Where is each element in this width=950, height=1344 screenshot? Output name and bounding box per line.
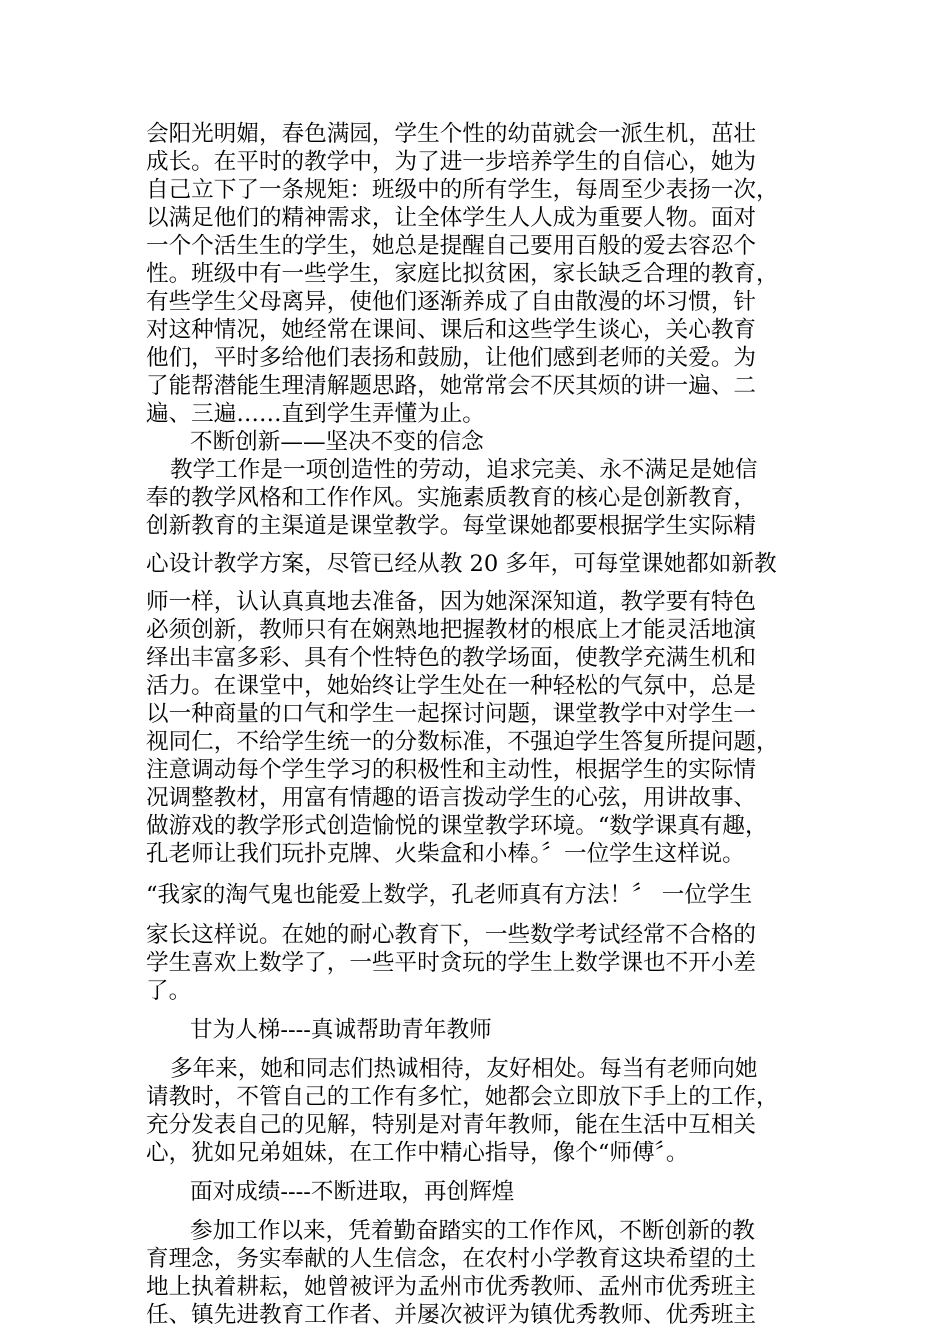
text-line: 育理念，务实奉献的人生信念，在农村小学教育这块希望的土 [146,1246,757,1272]
text-line: 绎出丰富多彩、具有个性特色的教学场面，使教学充满生机和 [146,645,757,671]
section-heading: 面对成绩----不断进取，再创辉煌 [190,1179,515,1205]
text-line: 必须创新，教师只有在娴熟地把握教材的根底上才能灵活地演 [146,617,757,643]
text-line: 地上执着耕耘，她曾被评为孟州市优秀教师、孟州市优秀班主 [146,1274,757,1300]
text-line: “我家的淘气鬼也能爱上数学，孔老师真有方法！〞 一位学生 [146,882,753,908]
text-line: 性。班级中有一些学生，家庭比拟贫困，家长缺乏合理的教育， [146,261,779,287]
text-line: 了。 [146,978,192,1004]
text-line: 对这种情况，她经常在课间、课后和这些学生谈心，关心教育 [146,317,757,343]
section-heading: 甘为人梯----真诚帮助青年教师 [190,1017,492,1043]
text-line: 创新教育的主渠道是课堂教学。每堂课她都要根据学生实际精 [146,513,757,539]
text-line: 任、镇先进教育工作者、并屡次被评为镇优秀教师、优秀班主 [146,1302,757,1328]
text-line: 以一种商量的口气和学生一起探讨问题，课堂教学中对学生一 [146,701,757,727]
text-line: 成长。在平时的教学中，为了进一步培养学生的自信心，她为 [146,149,757,175]
text-line: 以满足他们的精神需求，让全体学生人人成为重要人物。面对 [146,205,757,231]
text-line: 自己立下了一条规矩：班级中的所有学生，每周至少表扬一次， [146,177,779,203]
text-line: 一个个活生生的学生，她总是提醒自己要用百般的爱去容忍个 [146,233,757,259]
text-line: 视同仁，不给学生统一的分数标准，不强迫学生答复所提问题， [146,729,779,755]
text-line: 请教时，不管自己的工作有多忙，她都会立即放下手上的工作， [146,1084,779,1110]
section-heading: 不断创新——坚决不变的信念 [190,429,484,455]
text-line: 师一样，认认真真地去准备，因为她深深知道，教学要有特色 [146,589,757,615]
text-line: 参加工作以来，凭着勤奋踏实的工作作风，不断创新的教 [190,1218,755,1244]
text-line: 家长这样说。在她的耐心教育下，一些数学考试经常不合格的 [146,922,757,948]
text-line: 会阳光明媚，春色满园，学生个性的幼苗就会一派生机，茁壮 [146,121,757,147]
text-line: 注意调动每个学生学习的积极性和主动性，根据学生的实际情 [146,757,757,783]
text-line: 心设计教学方案，尽管已经从教 20 多年，可每堂课她都如新教 [146,551,777,577]
text-line: 了能帮潜能生理清解题思路，她常常会不厌其烦的讲一遍、二 [146,373,757,399]
text-line: 心，犹如兄弟姐妹，在工作中精心指导，像个“师傅〞。 [146,1140,689,1166]
text-line: 充分发表自己的见解，特别是对青年教师，能在生活中互相关 [146,1112,757,1138]
text-line: 学生喜欢上数学了，一些平时贪玩的学生上数学课也不开小差 [146,950,757,976]
text-line: 奉的教学风格和工作作风。实施素质教育的核心是创新教育， [146,485,757,511]
text-line: 有些学生父母离异，使他们逐渐养成了自由散漫的坏习惯，针 [146,289,757,315]
text-line: 他们，平时多给他们表扬和鼓励，让他们感到老师的关爱。为 [146,345,757,371]
text-line: 多年来，她和同志们热诚相待，友好相处。每当有老师向她 [170,1056,758,1082]
text-line: 教学工作是一项创造性的劳动，追求完美、永不满足是她信 [170,457,758,483]
text-line: 活力。在课堂中，她始终让学生处在一种轻松的气氛中，总是 [146,673,757,699]
text-line: 孔老师让我们玩扑克牌、火柴盒和小棒。〞一位学生这样说。 [146,841,745,867]
text-line: 做游戏的教学形式创造愉悦的课堂教学环境。“数学课真有趣， [146,813,768,839]
text-line: 况调整教材，用富有情趣的语言拨动学生的心弦，用讲故事、 [146,785,757,811]
text-line: 遍、三遍……直到学生弄懂为止。 [146,401,485,427]
